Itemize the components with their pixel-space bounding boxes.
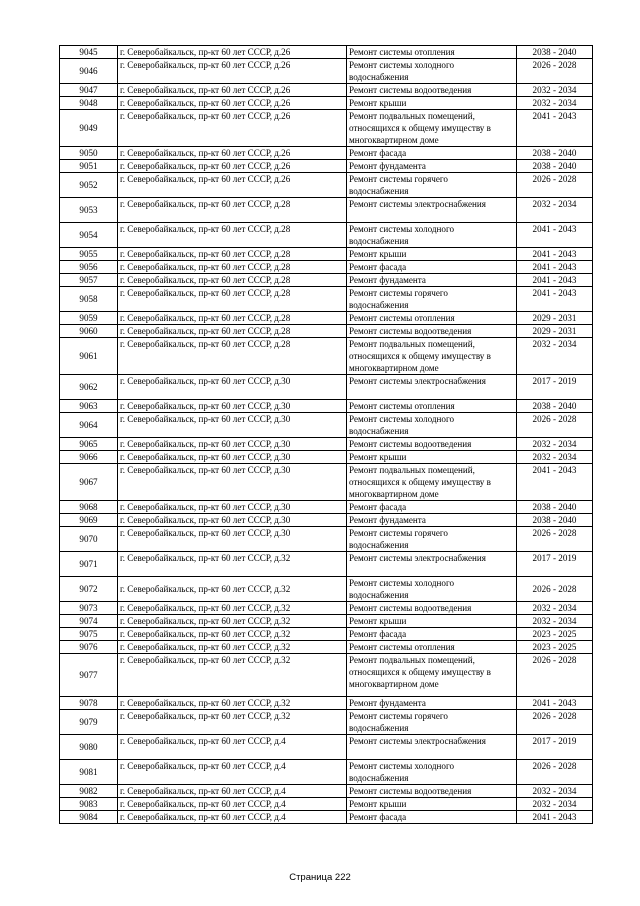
work-type-line: Ремонт фасада [349,502,407,512]
period-cell: 2026 - 2028 [517,577,593,602]
row-number: 9054 [60,223,118,248]
work-type-cell [347,413,517,438]
row-number: 9066 [60,451,118,464]
period-cell: 2032 - 2034 [517,785,593,798]
table-row [60,615,593,628]
period-cell: 2032 - 2034 [517,451,593,464]
work-type-cell [347,577,517,602]
work-type-line: Ремонт системы отопления [349,642,455,652]
work-type-line: Ремонт системы холодного [349,414,455,424]
row-number: 9057 [60,274,118,287]
table-row [60,577,593,602]
table-row [60,798,593,811]
work-type-cell [347,710,517,735]
table-row [60,84,593,97]
work-type-cell [347,46,517,59]
period-cell: 2041 - 2043 [517,274,593,287]
work-type-line: Ремонт подвальных помещений, [349,655,475,665]
row-number: 9078 [60,697,118,710]
address-cell: г. Северобайкальск, пр-кт 60 лет СССР, д.28 [118,261,347,274]
address-cell: г. Северобайкальск, пр-кт 60 лет СССР, д.30 [118,413,347,438]
table-row [60,438,593,451]
work-type-line: относящихся к общему имуществу в [349,477,491,487]
work-type-line: Ремонт системы холодного [349,224,455,234]
work-type-cell [347,654,517,697]
row-number: 9060 [60,325,118,338]
work-type-line: относящихся к общему имуществу в [349,123,491,133]
address-cell: г. Северобайкальск, пр-кт 60 лет СССР, д.28 [118,287,347,312]
address-cell: г. Северобайкальск, пр-кт 60 лет СССР, д.26 [118,110,347,147]
period-cell: 2038 - 2040 [517,514,593,527]
row-number: 9063 [60,400,118,413]
work-type-cell [347,110,517,147]
work-type-line: многоквартирном доме [349,679,439,689]
table-row [60,811,593,824]
row-number: 9056 [60,261,118,274]
table-row [60,261,593,274]
address-cell: г. Северобайкальск, пр-кт 60 лет СССР, д.28 [118,312,347,325]
work-type-line: Ремонт крыши [349,249,407,259]
table-row [60,654,593,697]
work-type-line: Ремонт крыши [349,98,407,108]
work-type-line: многоквартирном доме [349,489,439,499]
row-number: 9053 [60,198,118,223]
work-type-cell [347,501,517,514]
period-cell: 2041 - 2043 [517,223,593,248]
table-row [60,400,593,413]
work-type-cell [347,552,517,577]
address-cell: г. Северобайкальск, пр-кт 60 лет СССР, д.32 [118,577,347,602]
work-type-line: многоквартирном доме [349,135,439,145]
table-row [60,552,593,577]
table-row [60,274,593,287]
work-type-cell [347,735,517,760]
table-row [60,312,593,325]
work-type-cell [347,615,517,628]
address-cell: г. Северобайкальск, пр-кт 60 лет СССР, д.32 [118,615,347,628]
work-type-cell [347,173,517,198]
work-type-line: Ремонт системы холодного [349,60,455,70]
table-row [60,223,593,248]
address-cell: г. Северобайкальск, пр-кт 60 лет СССР, д.32 [118,710,347,735]
work-type-cell [347,287,517,312]
work-type-cell [347,160,517,173]
work-type-line: Ремонт фундамента [349,698,426,708]
work-type-cell [347,514,517,527]
row-number: 9051 [60,160,118,173]
work-type-cell [347,811,517,824]
work-type-line: Ремонт системы водоотведения [349,326,472,336]
work-type-line: Ремонт системы горячего [349,528,448,538]
work-type-line: водоснабжения [349,590,409,600]
row-number: 9082 [60,785,118,798]
work-type-line: водоснабжения [349,773,409,783]
row-number: 9083 [60,798,118,811]
work-type-cell [347,400,517,413]
address-cell: г. Северобайкальск, пр-кт 60 лет СССР, д.4 [118,811,347,824]
work-type-line: Ремонт системы горячего [349,288,448,298]
table-row [60,641,593,654]
work-type-cell [347,602,517,615]
period-cell: 2041 - 2043 [517,110,593,147]
table-row [60,628,593,641]
table-row [60,514,593,527]
work-type-line: Ремонт системы электроснабжения [349,199,486,209]
work-type-line: Ремонт подвальных помещений, [349,111,475,121]
work-type-cell [347,147,517,160]
work-type-cell [347,274,517,287]
row-number: 9064 [60,413,118,438]
period-cell: 2023 - 2025 [517,641,593,654]
table-row [60,338,593,375]
period-cell: 2032 - 2034 [517,798,593,811]
row-number: 9059 [60,312,118,325]
work-type-cell [347,641,517,654]
work-type-line: многоквартирном доме [349,363,439,373]
work-type-line: Ремонт подвальных помещений, [349,339,475,349]
work-type-cell [347,527,517,552]
address-cell: г. Северобайкальск, пр-кт 60 лет СССР, д.26 [118,97,347,110]
address-cell: г. Северобайкальск, пр-кт 60 лет СССР, д.32 [118,641,347,654]
work-type-cell [347,198,517,223]
period-cell: 2038 - 2040 [517,147,593,160]
row-number: 9070 [60,527,118,552]
work-type-line: водоснабжения [349,540,409,550]
row-number: 9073 [60,602,118,615]
row-number: 9075 [60,628,118,641]
table-row [60,110,593,147]
period-cell: 2032 - 2034 [517,97,593,110]
table-row [60,464,593,501]
work-type-line: Ремонт фундамента [349,161,426,171]
period-cell: 2026 - 2028 [517,654,593,697]
period-cell: 2038 - 2040 [517,160,593,173]
address-cell: г. Северобайкальск, пр-кт 60 лет СССР, д.26 [118,46,347,59]
period-cell: 2026 - 2028 [517,760,593,785]
period-cell: 2032 - 2034 [517,438,593,451]
work-type-line: Ремонт системы горячего [349,711,448,721]
address-cell: г. Северобайкальск, пр-кт 60 лет СССР, д.26 [118,147,347,160]
work-type-line: водоснабжения [349,72,409,82]
work-type-line: Ремонт системы водоотведения [349,439,472,449]
work-type-cell [347,785,517,798]
work-type-line: водоснабжения [349,426,409,436]
period-cell: 2029 - 2031 [517,325,593,338]
period-cell: 2041 - 2043 [517,464,593,501]
row-number: 9062 [60,375,118,400]
work-type-line: Ремонт системы электроснабжения [349,736,486,746]
row-number: 9061 [60,338,118,375]
table-row [60,451,593,464]
repair-schedule-table [59,45,593,824]
address-cell: г. Северобайкальск, пр-кт 60 лет СССР, д.32 [118,552,347,577]
work-type-line: Ремонт фасада [349,812,407,822]
period-cell: 2041 - 2043 [517,697,593,710]
table-row [60,97,593,110]
work-type-line: Ремонт системы отопления [349,401,455,411]
address-cell: г. Северобайкальск, пр-кт 60 лет СССР, д.30 [118,451,347,464]
work-type-line: Ремонт крыши [349,616,407,626]
row-number: 9081 [60,760,118,785]
work-type-cell [347,325,517,338]
work-type-line: Ремонт крыши [349,799,407,809]
address-cell: г. Северобайкальск, пр-кт 60 лет СССР, д.30 [118,438,347,451]
table-row [60,198,593,223]
address-cell: г. Северобайкальск, пр-кт 60 лет СССР, д.4 [118,798,347,811]
work-type-line: Ремонт крыши [349,452,407,462]
work-type-line: Ремонт фасада [349,262,407,272]
row-number: 9050 [60,147,118,160]
period-cell: 2026 - 2028 [517,413,593,438]
work-type-line: Ремонт системы горячего [349,174,448,184]
table-row [60,697,593,710]
work-type-cell [347,451,517,464]
work-type-line: Ремонт фасада [349,629,407,639]
address-cell: г. Северобайкальск, пр-кт 60 лет СССР, д.32 [118,697,347,710]
table-row [60,413,593,438]
work-type-cell [347,438,517,451]
period-cell: 2026 - 2028 [517,710,593,735]
period-cell: 2032 - 2034 [517,84,593,97]
row-number: 9052 [60,173,118,198]
work-type-line: Ремонт системы электроснабжения [349,376,486,386]
address-cell: г. Северобайкальск, пр-кт 60 лет СССР, д.28 [118,223,347,248]
work-type-line: Ремонт системы водоотведения [349,85,472,95]
row-number: 9084 [60,811,118,824]
row-number: 9077 [60,654,118,697]
table-row [60,785,593,798]
work-type-cell [347,261,517,274]
work-type-line: Ремонт системы холодного [349,761,455,771]
work-type-line: Ремонт фасада [349,148,407,158]
period-cell: 2026 - 2028 [517,59,593,84]
work-type-cell [347,375,517,400]
address-cell: г. Северобайкальск, пр-кт 60 лет СССР, д.28 [118,274,347,287]
work-type-line: относящихся к общему имуществу в [349,667,491,677]
work-type-cell [347,97,517,110]
row-number: 9068 [60,501,118,514]
table-row [60,287,593,312]
address-cell: г. Северобайкальск, пр-кт 60 лет СССР, д.30 [118,501,347,514]
table-row [60,59,593,84]
address-cell: г. Северобайкальск, пр-кт 60 лет СССР, д.26 [118,173,347,198]
period-cell: 2038 - 2040 [517,400,593,413]
table-row [60,325,593,338]
period-cell: 2029 - 2031 [517,312,593,325]
work-type-line: Ремонт системы электроснабжения [349,553,486,563]
work-type-line: водоснабжения [349,300,409,310]
period-cell: 2017 - 2019 [517,375,593,400]
address-cell: г. Северобайкальск, пр-кт 60 лет СССР, д.30 [118,527,347,552]
row-number: 9069 [60,514,118,527]
period-cell: 2032 - 2034 [517,615,593,628]
table-row [60,46,593,59]
row-number: 9055 [60,248,118,261]
table-row [60,760,593,785]
work-type-line: Ремонт системы холодного [349,578,455,588]
work-type-cell [347,628,517,641]
address-cell: г. Северобайкальск, пр-кт 60 лет СССР, д.28 [118,198,347,223]
work-type-line: Ремонт системы отопления [349,313,455,323]
row-number: 9048 [60,97,118,110]
work-type-line: водоснабжения [349,723,409,733]
address-cell: г. Северобайкальск, пр-кт 60 лет СССР, д.30 [118,514,347,527]
period-cell: 2026 - 2028 [517,527,593,552]
work-type-line: Ремонт системы отопления [349,47,455,57]
address-cell: г. Северобайкальск, пр-кт 60 лет СССР, д.4 [118,785,347,798]
table-row [60,710,593,735]
table-row [60,602,593,615]
work-type-line: Ремонт системы водоотведения [349,786,472,796]
work-type-line: относящихся к общему имуществу в [349,351,491,361]
row-number: 9046 [60,59,118,84]
period-cell: 2038 - 2040 [517,501,593,514]
table-row [60,527,593,552]
work-type-cell [347,59,517,84]
address-cell: г. Северобайкальск, пр-кт 60 лет СССР, д.4 [118,760,347,785]
row-number: 9071 [60,552,118,577]
row-number: 9049 [60,110,118,147]
address-cell: г. Северобайкальск, пр-кт 60 лет СССР, д.30 [118,375,347,400]
work-type-line: водоснабжения [349,186,409,196]
period-cell: 2026 - 2028 [517,173,593,198]
table-row [60,375,593,400]
work-type-cell [347,697,517,710]
address-cell: г. Северобайкальск, пр-кт 60 лет СССР, д.32 [118,602,347,615]
table-row [60,248,593,261]
period-cell: 2032 - 2034 [517,602,593,615]
period-cell: 2041 - 2043 [517,261,593,274]
period-cell: 2041 - 2043 [517,811,593,824]
row-number: 9076 [60,641,118,654]
period-cell: 2023 - 2025 [517,628,593,641]
address-cell: г. Северобайкальск, пр-кт 60 лет СССР, д.26 [118,59,347,84]
address-cell: г. Северобайкальск, пр-кт 60 лет СССР, д.26 [118,160,347,173]
table-row [60,147,593,160]
period-cell: 2032 - 2034 [517,198,593,223]
work-type-line: водоснабжения [349,236,409,246]
period-cell: 2038 - 2040 [517,46,593,59]
work-type-cell [347,760,517,785]
work-type-cell [347,338,517,375]
address-cell: г. Северобайкальск, пр-кт 60 лет СССР, д.28 [118,338,347,375]
address-cell: г. Северобайкальск, пр-кт 60 лет СССР, д.30 [118,400,347,413]
period-cell: 2017 - 2019 [517,552,593,577]
address-cell: г. Северобайкальск, пр-кт 60 лет СССР, д.28 [118,248,347,261]
period-cell: 2017 - 2019 [517,735,593,760]
table-body [60,46,593,824]
row-number: 9080 [60,735,118,760]
address-cell: г. Северобайкальск, пр-кт 60 лет СССР, д.28 [118,325,347,338]
work-type-line: Ремонт подвальных помещений, [349,465,475,475]
work-type-line: Ремонт фундамента [349,515,426,525]
row-number: 9047 [60,84,118,97]
row-number: 9065 [60,438,118,451]
work-type-line: Ремонт системы водоотведения [349,603,472,613]
table-row [60,501,593,514]
work-type-line: Ремонт фундамента [349,275,426,285]
work-type-cell [347,84,517,97]
address-cell: г. Северобайкальск, пр-кт 60 лет СССР, д.26 [118,84,347,97]
row-number: 9058 [60,287,118,312]
page-footer: Страница 222 [289,872,351,883]
period-cell: 2041 - 2043 [517,248,593,261]
work-type-cell [347,798,517,811]
row-number: 9067 [60,464,118,501]
work-type-cell [347,464,517,501]
work-type-cell [347,223,517,248]
work-type-cell [347,312,517,325]
table-row [60,735,593,760]
table-row [60,173,593,198]
row-number: 9074 [60,615,118,628]
row-number: 9079 [60,710,118,735]
address-cell: г. Северобайкальск, пр-кт 60 лет СССР, д.32 [118,654,347,697]
address-cell: г. Северобайкальск, пр-кт 60 лет СССР, д.32 [118,628,347,641]
work-type-cell [347,248,517,261]
table-row [60,160,593,173]
row-number: 9045 [60,46,118,59]
row-number: 9072 [60,577,118,602]
period-cell: 2032 - 2034 [517,338,593,375]
address-cell: г. Северобайкальск, пр-кт 60 лет СССР, д.30 [118,464,347,501]
period-cell: 2041 - 2043 [517,287,593,312]
address-cell: г. Северобайкальск, пр-кт 60 лет СССР, д.4 [118,735,347,760]
